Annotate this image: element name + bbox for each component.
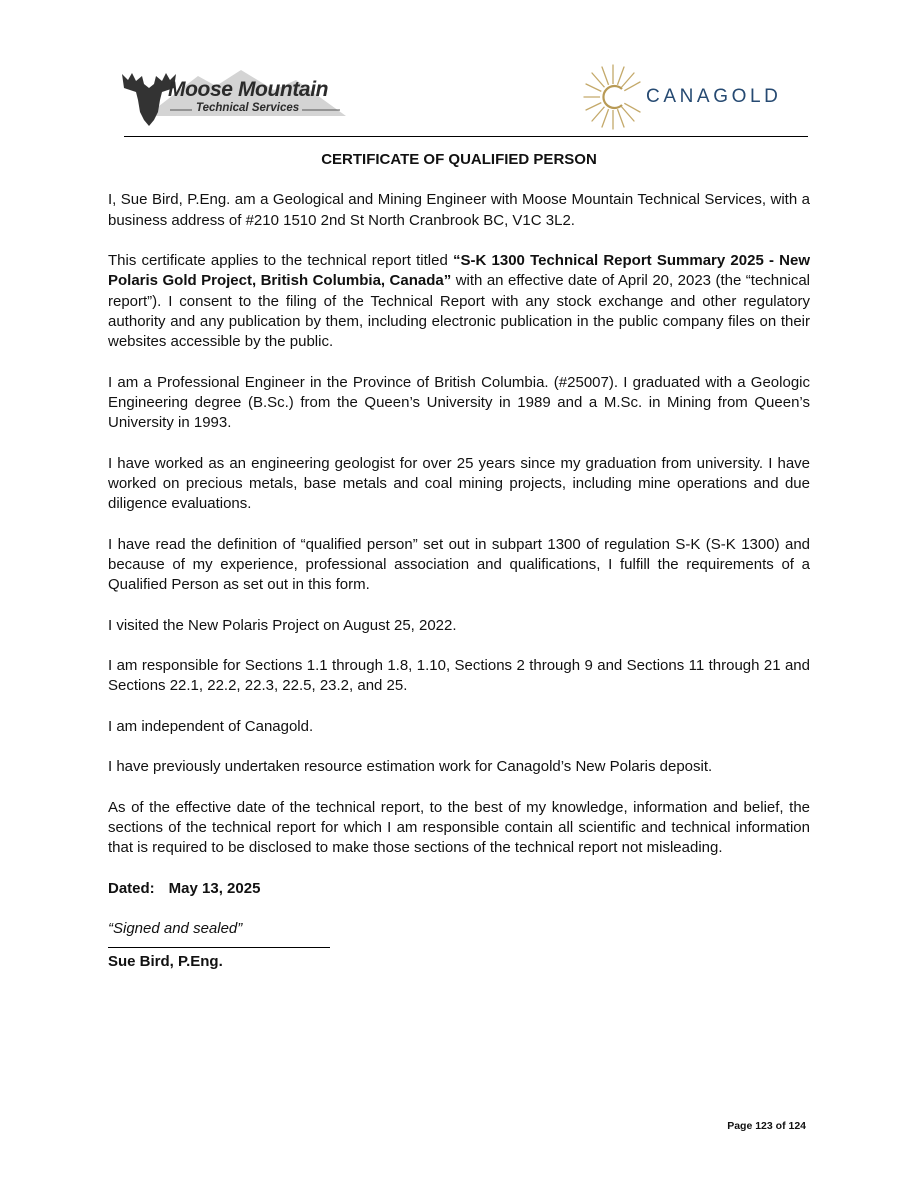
signature-line: [108, 947, 330, 948]
dated-line: [108, 879, 810, 899]
report-title: “S-K 1300 Technical Report Summary 2025 - New Polaris Gold Project, British Columbia, Canada”: [108, 252, 810, 290]
dated-label: Dated:: [108, 879, 155, 897]
signer-name: Sue Bird, P.Eng.: [108, 953, 223, 971]
prior-work-paragraph: I have previously undertaken resource estimation work for Canagold’s New Polaris deposit.: [108, 758, 713, 776]
sunburst-icon: [582, 62, 644, 132]
independence-paragraph: I am independent of Canagold.: [108, 717, 314, 735]
certificate-title: CERTIFICATE OF QUALIFIED PERSON: [321, 151, 597, 168]
experience-paragraph: I have worked as an engineering geologist for over 25 years since my graduation from university. I have worked on precious metals, base metals and coal mining projects, including mine operations and due diligence evaluations.: [108, 454, 810, 512]
site-visit-paragraph: I visited the New Polaris Project on August 25, 2022.: [108, 616, 457, 634]
applies-post: with an effective date of April 20, 2023 (the “technical report”). I consent to the filing of the Technical Report with any stock exchange and other regulatory authority and any publication by them, including electronic publication in the public company files on their websites accessible by the public.: [108, 272, 810, 350]
header-divider: [124, 136, 808, 137]
logo-title: Moose Mountain: [168, 78, 329, 101]
logo-title: CANAGOLD: [646, 86, 782, 107]
dated-value: May 13, 2025: [168, 879, 261, 897]
logo-subtitle: Technical Services: [196, 102, 300, 114]
intro-paragraph: I, Sue Bird, P.Eng. am a Geological and Mining Engineer with Moose Mountain Technical Services, with a business address of #210 1510 2nd St North Cranbrook BC, V1C 3L2.: [108, 191, 810, 229]
page-number: Page 123 of 124: [727, 1120, 806, 1132]
applies-paragraph: [108, 251, 810, 352]
applies-pre: This certificate applies to the technical report titled: [108, 252, 453, 269]
responsibility-paragraph: I am responsible for Sections 1.1 through 1.8, 1.10, Sections 2 through 9 and Sections 11 through 21 and Sections 22.1, 22.2, 22.3, 22.5, 23.2, and 25.: [108, 657, 810, 695]
disclosure-paragraph: As of the effective date of the technical report, to the best of my knowledge, information and belief, the sections of the technical report for which I am responsible contain all scientific and technical information that is required to be disclosed to make those sections of the technical report not misleading.: [108, 798, 810, 857]
definition-paragraph: I have read the definition of “qualified person” set out in subpart 1300 of regulation S-K (S-K 1300) and because of my experience, professional association and qualifications, I fulfill the requirements of a Qualified Person as set out in this form.: [108, 535, 810, 593]
qualifications-paragraph: I am a Professional Engineer in the Province of British Columbia. (#25007). I graduated with a Geologic Engineering degree (B.Sc.) from the Queen’s University in 1989 and a M.Sc. in Mining from Queen’s University in 1993.: [108, 373, 810, 431]
canagold-logo: [582, 62, 808, 132]
certificate-body: [108, 150, 810, 973]
moose-mountain-logo: [118, 66, 343, 130]
signed-note: “Signed and sealed”: [108, 920, 243, 937]
